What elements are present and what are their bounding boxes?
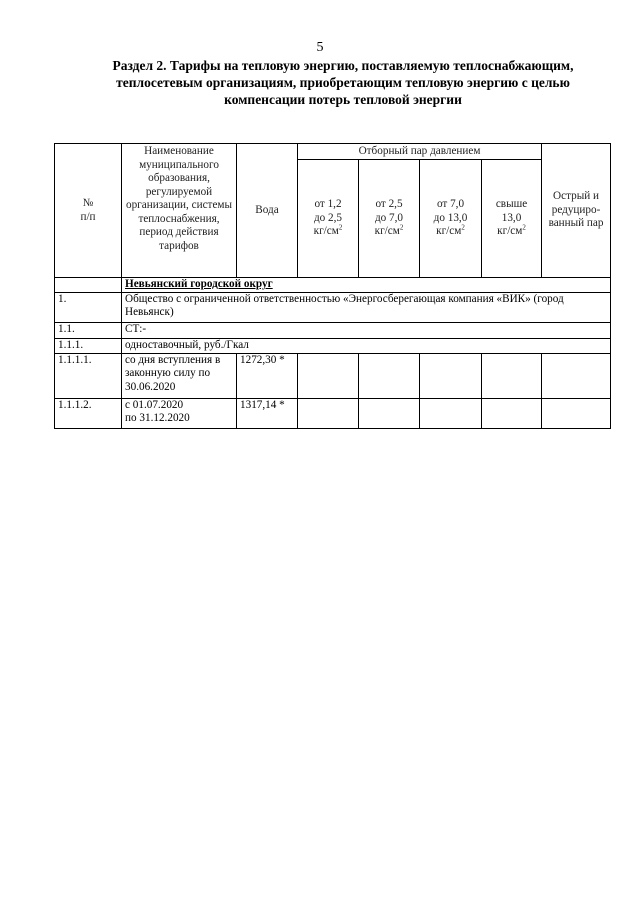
period-text: со дня вступления в законную силу по 30.06.2020 — [122, 353, 237, 398]
header-sharp-steam: Острый и редуциро-ванный пар — [542, 144, 611, 278]
system-num: 1.1. — [55, 322, 122, 338]
empty-cell — [298, 398, 359, 428]
district-name: Невьянский городской округ — [125, 278, 273, 290]
rate-num: 1.1.1. — [55, 338, 122, 353]
empty-cell — [420, 398, 482, 428]
org-num: 1. — [55, 292, 122, 322]
table-row — [55, 353, 611, 398]
system-name: СТ:- — [122, 322, 611, 338]
header-pressure-1: от 1,2 до 2,5 $кг/см^2$ — [298, 160, 359, 278]
header-pressure-4: свыше 13,0 $кг/см^2$ — [482, 160, 542, 278]
period-text: с 01.07.2020 по 31.12.2020 — [122, 398, 237, 428]
period-num: 1.1.1.2. — [55, 398, 122, 428]
header-pressure-2: от 2,5 до 7,0 $кг/см^2$ — [359, 160, 420, 278]
header-num: № п/п — [55, 144, 122, 278]
rate-name: одноставочный, руб./Гкал — [122, 338, 611, 353]
header-pressure-3: от 7,0 до 13,0 $кг/см^2$ — [420, 160, 482, 278]
org-name: Общество с ограниченной ответственностью «Энергосберегающая компания «ВИК» (город Невьянск) — [122, 292, 611, 322]
page-number: 5 — [316, 40, 324, 55]
empty-cell — [359, 398, 420, 428]
period-num: 1.1.1.1. — [55, 353, 122, 398]
empty-cell — [482, 398, 542, 428]
water-value: 1272,30 * — [237, 353, 298, 398]
empty-cell — [542, 398, 611, 428]
district-num-cell — [55, 278, 122, 293]
section-title: Раздел 2. Тарифы на тепловую энергию, поставляемую теплоснабжающим, теплосетевым организациям, приобретающим тепловую энергию с целью компенсации потерь тепловой энергии — [112, 58, 574, 107]
district-row — [122, 278, 611, 293]
empty-cell — [420, 353, 482, 398]
water-value: 1317,14 * — [237, 398, 298, 428]
tariff-table — [54, 143, 611, 429]
header-name: Наименование муниципального образования, регулируемой организации, системы теплоснабжения, период действия тарифов — [122, 144, 237, 278]
header-steam-group: Отборный пар давлением — [298, 144, 542, 160]
empty-cell — [542, 353, 611, 398]
empty-cell — [298, 353, 359, 398]
empty-cell — [359, 353, 420, 398]
empty-cell — [482, 353, 542, 398]
table-row — [55, 398, 611, 428]
header-water: Вода — [237, 144, 298, 278]
